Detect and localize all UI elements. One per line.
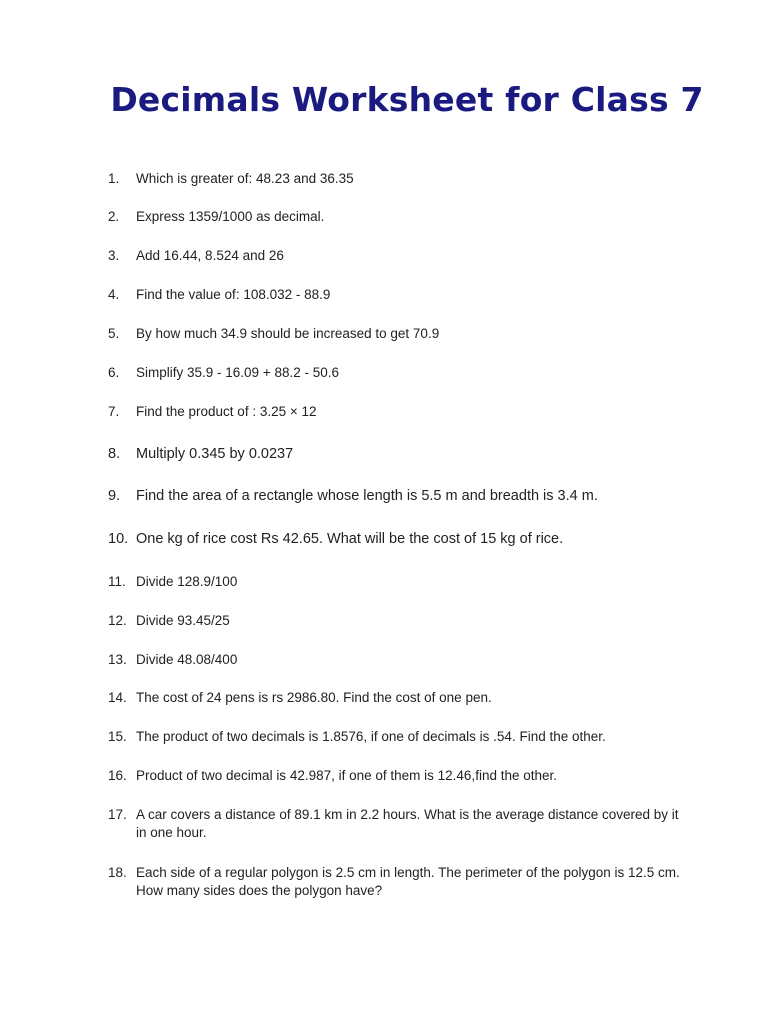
question-item (108, 612, 688, 630)
question-item (108, 403, 688, 421)
question-number: 8. (108, 446, 121, 462)
question-text: By how much 34.9 should be increased to get 70.9 (136, 326, 440, 341)
question-text: Add 16.44, 8.524 and 26 (136, 248, 284, 263)
question-item (108, 364, 688, 382)
question-number: 6. (108, 365, 120, 380)
question-text: Find the value of: 108.032 - 88.9 (136, 287, 331, 302)
question-item (108, 487, 688, 505)
question-text: Express 1359/1000 as decimal. (136, 209, 325, 224)
question-item (108, 208, 688, 226)
question-text: One kg of rice cost Rs 42.65. What will be the cost of 15 kg of rice. (136, 531, 564, 547)
question-item (108, 864, 688, 900)
question-number: 11. (108, 574, 126, 589)
question-item (108, 325, 688, 343)
question-number: 13. (108, 652, 127, 667)
question-text: Divide 48.08/400 (136, 652, 238, 667)
question-number: 2. (108, 209, 120, 224)
question-item (108, 728, 688, 746)
question-text: Each side of a regular polygon is 2.5 cm in length. The perimeter of the polygon is 12.5 cm. How many sides does the polygon have? (136, 865, 680, 898)
question-number: 4. (108, 287, 120, 302)
question-number: 12. (108, 613, 127, 628)
question-item (108, 445, 688, 463)
page-title: Decimals Worksheet for Class 7 (110, 80, 704, 119)
question-number: 15. (108, 729, 127, 744)
question-item (108, 689, 688, 707)
question-text: The product of two decimals is 1.8576, if one of decimals is .54. Find the other. (136, 729, 606, 744)
question-number: 17. (108, 807, 127, 822)
question-text: Multiply 0.345 by 0.0237 (136, 446, 294, 462)
question-number: 5. (108, 326, 120, 341)
question-number: 18. (108, 865, 127, 880)
question-item (108, 767, 688, 785)
question-number: 14. (108, 690, 127, 705)
question-number: 16. (108, 768, 127, 783)
question-item (108, 806, 688, 842)
question-number: 10. (108, 531, 129, 547)
question-text: Divide 128.9/100 (136, 574, 238, 589)
question-number: 1. (108, 171, 120, 186)
question-text: A car covers a distance of 89.1 km in 2.2 hours. What is the average distance covered by it in one hour. (136, 807, 679, 840)
question-item (108, 286, 688, 304)
question-item (108, 651, 688, 669)
question-text: Divide 93.45/25 (136, 613, 230, 628)
question-number: 3. (108, 248, 120, 263)
question-text: The cost of 24 pens is rs 2986.80. Find the cost of one pen. (136, 690, 492, 705)
question-item (108, 573, 688, 591)
question-number: 7. (108, 404, 120, 419)
question-item (108, 530, 688, 548)
question-item (108, 170, 688, 188)
question-text: Which is greater of: 48.23 and 36.35 (136, 171, 354, 186)
question-number: 9. (108, 488, 121, 504)
question-text: Find the area of a rectangle whose length is 5.5 m and breadth is 3.4 m. (136, 488, 598, 504)
question-item (108, 247, 688, 265)
question-text: Product of two decimal is 42.987, if one of them is 12.46,find the other. (136, 768, 557, 783)
question-text: Simplify 35.9 - 16.09 + 88.2 - 50.6 (136, 365, 339, 380)
question-text: Find the product of : 3.25 × 12 (136, 404, 317, 419)
